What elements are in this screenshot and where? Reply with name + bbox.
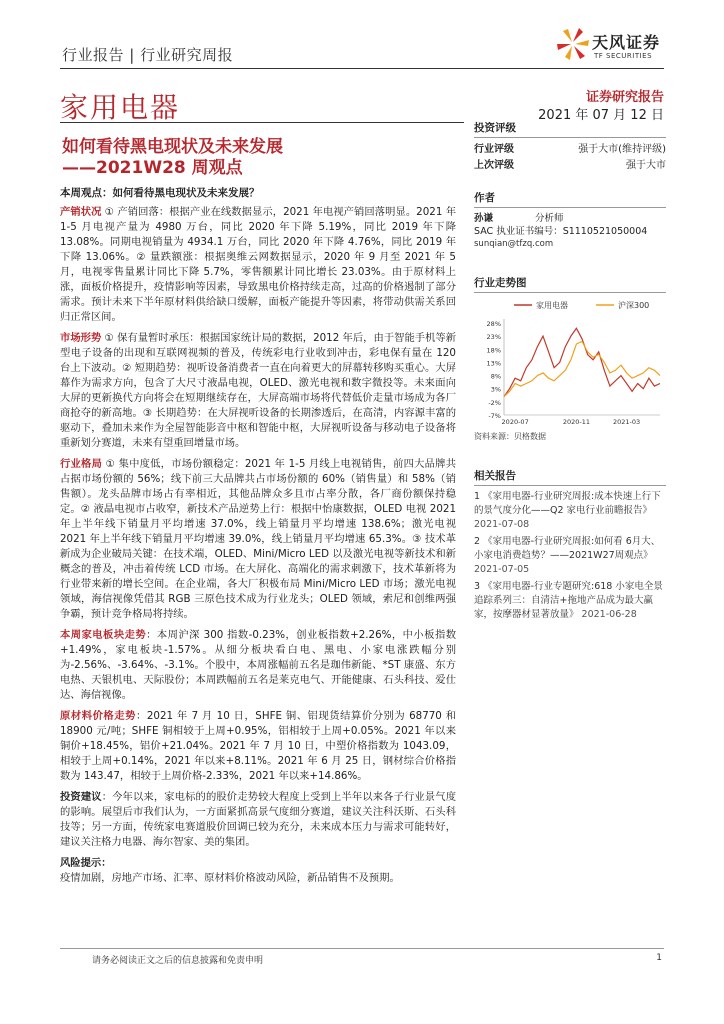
related-report-text[interactable]: 1 《家用电器-行业研究周报:成本快速上行下的景气度分化——Q2 家电行业前瞻报告》 bbox=[474, 491, 661, 516]
body-materials: ：2021 年 7 月 10 日，SHFE 铜、铝现货结算价分别为 68770 和 18900 元/吨；SHFE 铜相较于上周+0.95%，铝相较于上周+0.05%。2021 年以来铜价+18.45%，铝价+21.04%。2021 年 7 月 10 日，中塑价格指数为 1043.09，相较于上周+0.14%，2021 年以来+8.11%。2021 年 6 月 25 日，钢材综合价格指数为 143.47，相较于上周价格-2.33%，2021 年以来+14.86%。 bbox=[60, 710, 456, 782]
sidebar bbox=[474, 120, 666, 625]
author-role: 分析师 bbox=[535, 213, 564, 224]
related-report-date: 2021-06-28 bbox=[581, 609, 637, 620]
y-tick-label: 23% bbox=[486, 333, 501, 342]
body-production: ① 产销回落：根据产业在线数据显示，2021 年电视产销回落明显。2021 年 1-5 月电视产量为 4980 万台，同比 2020 年下降 5.19%，同比 2019 年下降 13.08%。同期电视销量为 4934.1 万台，同比 2020 年下降 4.76%，同比 2019 年下降 13.06%。② 量跌额涨：根据奥维云网数据显示，2020 年 9 月至 2021 年 5 月，电视零售量累计同比下降 5.7%，零售额累计同比增长 23.03%。由于原材料上涨，面板价格提升，疫情影响等因素，导致黑电价格持续走高，过高的价格遏制了部分需求。预计未来下半年原材料供给缺口缓解，面板产能提升等因素，将带动供需关系回归正常区间。 bbox=[60, 206, 457, 323]
trend-chart-svg bbox=[474, 297, 666, 429]
title-divider bbox=[60, 122, 464, 123]
rating-value: 强于大市(维持评级) bbox=[578, 144, 666, 155]
y-tick-label: 3% bbox=[490, 385, 501, 394]
lead-materials: 原材料价格走势 bbox=[60, 710, 136, 722]
y-tick-label: -2% bbox=[488, 398, 501, 407]
paragraph-advice bbox=[60, 790, 456, 850]
main-content bbox=[60, 186, 456, 892]
lead-market: 市场形势 bbox=[60, 332, 102, 344]
lead-sector: 本周家电板块走势 bbox=[60, 629, 147, 641]
brand-name: 天风证券 bbox=[592, 33, 661, 52]
paragraph-materials bbox=[60, 709, 456, 784]
related-report[interactable] bbox=[474, 535, 666, 577]
report-kind: 证券研究报告 bbox=[585, 90, 664, 105]
body-industry: ① 集中度低，市场份额稳定：2021 年 1-5 月线上电视销售，前四大品牌共占据市场份额的 56%；线下前三大品牌共占市场份额的 60%（销售量）和 58%（销售额）。龙头品牌市场占有率相近，其他品牌众多且市占率分散，各厂商份额保持稳定。② 液晶电视市占收窄，新技术产品逆势上行：根据中怡康数据，OLED 电视 2021 年上半年线下销量月平均增速 37.0%，线上销量月平均增速 138.6%；激光电视 2021 年上半年线下销量月平均增速 39.0%，线上销量月平均增速 65.3%。③ 技术革新成为企业破局关键：在技术端，OLED、Mini/Micro LED 以及激光电视等新技术和新概念的普及，冲击着传统 LCD 市场。在大屏化、高端化的需求刺激下，技术革新将为行业带来新的增长空间。在企业端，各大厂积极布局 Mini/Micro LED 市场；激光电视领域，海信视像凭借其 RGB 三原色技术成为行业龙头；OLED 领域，索尼和创维两强争霸，预计竞争格局将持续。 bbox=[60, 458, 457, 620]
section-intro: 本周观点：如何看待黑电现状及未来发展？ bbox=[60, 187, 260, 199]
paragraph-sector bbox=[60, 628, 456, 703]
legend-label: 家用电器 bbox=[536, 301, 568, 310]
y-tick-label: 28% bbox=[486, 320, 501, 328]
industry-title: 家用电器 bbox=[60, 91, 181, 124]
x-tick-label: 2021-03 bbox=[612, 418, 641, 426]
rating-title: 投资评级 bbox=[474, 120, 666, 138]
report-date: 2021 年 07 月 12 日 bbox=[538, 108, 664, 123]
author-name-row bbox=[474, 212, 666, 225]
risk-title: 风险提示： bbox=[60, 857, 112, 869]
x-tick-label: 2020-07 bbox=[501, 418, 529, 426]
doc-type-label: 行业报告 | 行业研究周报 bbox=[62, 46, 234, 64]
header-divider bbox=[60, 68, 664, 69]
chart-source: 资料来源：贝格数据 bbox=[474, 432, 546, 441]
report-title-line2: ——2021W28 周观点 bbox=[62, 158, 243, 178]
lead-production: 产销状况 bbox=[60, 206, 102, 218]
paragraph-industry bbox=[60, 457, 456, 622]
footer-disclaimer: 请务必阅读正文之后的信息披露和免责申明 bbox=[92, 956, 264, 966]
page-number: 1 bbox=[656, 953, 662, 963]
author-title: 作者 bbox=[474, 190, 666, 208]
y-tick-label: 18% bbox=[486, 346, 501, 355]
related-report-date: 2021-07-05 bbox=[474, 564, 530, 575]
report-title-line1: 如何看待黑电现状及未来发展 bbox=[62, 137, 283, 157]
logo-mark-icon bbox=[556, 26, 590, 62]
chart-title: 行业走势图 bbox=[474, 275, 666, 293]
x-tick-label: 2020-11 bbox=[562, 418, 591, 426]
author-name: 孙谦 bbox=[474, 213, 494, 224]
series-line bbox=[504, 341, 660, 396]
y-tick-label: 8% bbox=[490, 372, 501, 381]
author-cert: SAC 执业证书编号：S1110521050004 bbox=[474, 226, 648, 237]
author-block bbox=[474, 212, 666, 251]
rating-row bbox=[474, 142, 666, 158]
rating-value: 强于大市 bbox=[626, 160, 666, 171]
lead-industry: 行业格局 bbox=[60, 458, 103, 470]
related-report-text[interactable]: 3 《家用电器-行业专题研究:618 小家电全景追踪系列三：自清洁+拖地产品成为最大赢家，按摩器材显著放量》 bbox=[474, 581, 663, 620]
rating-row bbox=[474, 158, 666, 174]
series-line bbox=[504, 328, 660, 396]
risk-body: 疫情加剧，房地产市场、汇率、原材料价格波动风险，新品销售不及预期。 bbox=[60, 872, 400, 884]
y-tick-label: -7% bbox=[488, 412, 501, 420]
related-title: 相关报告 bbox=[474, 468, 666, 486]
trend-chart bbox=[474, 297, 666, 429]
lead-advice: 投资建议 bbox=[60, 791, 102, 803]
paragraph-market bbox=[60, 331, 456, 451]
footer-divider bbox=[60, 948, 664, 949]
related-report[interactable] bbox=[474, 580, 666, 622]
related-report-text[interactable]: 2 《家用电器-行业研究周报:如何看 6月大、小家电消费趋势？——2021W27周观点》 bbox=[474, 536, 661, 561]
legend-label: 沪深300 bbox=[618, 301, 650, 310]
rating-key: 行业评级 bbox=[474, 144, 514, 155]
related-report-date: 2021-07-08 bbox=[474, 519, 530, 530]
author-email[interactable]: sunqian@tfzq.com bbox=[474, 239, 554, 249]
brand-name-en: TF SECURITIES bbox=[594, 52, 653, 60]
body-sector: ：本周沪深 300 指数-0.23%，创业板指数+2.26%，中小板指数+1.49%，家电板块-1.57%。从细分板块看白电、黑电、小家电涨跌幅分别为-2.56%、-3.64%、-3.1%。个股中，本周涨幅前五名是珈伟新能、*ST 康盛、东方电热、天银机电、天际股份；本周跌幅前五名是莱克电气、开能健康、石头科技、爱仕达、海信视像。 bbox=[60, 629, 457, 701]
paragraph-production bbox=[60, 205, 456, 325]
body-advice: ：今年以来，家电标的的股价走势较大程度上受到上半年以来各子行业景气度的影响。展望后市我们认为，一方面紧抓高景气度细分赛道，建议关注科沃斯、石头科技等；另一方面，传统家电赛道股价回调已较为充分，未来成本压力与需求可能转好，建议关注格力电器、海尔智家、美的集团。 bbox=[60, 791, 457, 848]
body-market: ① 保有量暂时承压：根据国家统计局的数据，2012 年后，由于智能手机等新型电子设备的出现和互联网视频的普及，传统彩电行业收到冲击，彩电保有量在 120 台上下波动。② 短期趋势：视听设备消费者一直在向着更大的屏幕转移购买重心。大屏幕作为需求方向，包含了大尺寸液晶电视，OLED、激光电视和数字微投等。未来面向大屏的更新换代方向将会在短期继续存在，大屏高端市场将代替低价走量市场成为各厂商抢夺的新高地。③ 长期趋势：在大屏视听设备的长期渗透后，在高清，内容源丰富的驱动下，叠加未来作为全屋智能影音中枢和智能中枢，大屏视听设备与移动电子设备将重新划分赛道，未来有望重回增量市场。 bbox=[60, 332, 456, 449]
rating-key: 上次评级 bbox=[474, 160, 514, 171]
y-tick-label: 13% bbox=[486, 359, 501, 368]
company-logo bbox=[556, 24, 668, 68]
related-report[interactable] bbox=[474, 490, 666, 532]
